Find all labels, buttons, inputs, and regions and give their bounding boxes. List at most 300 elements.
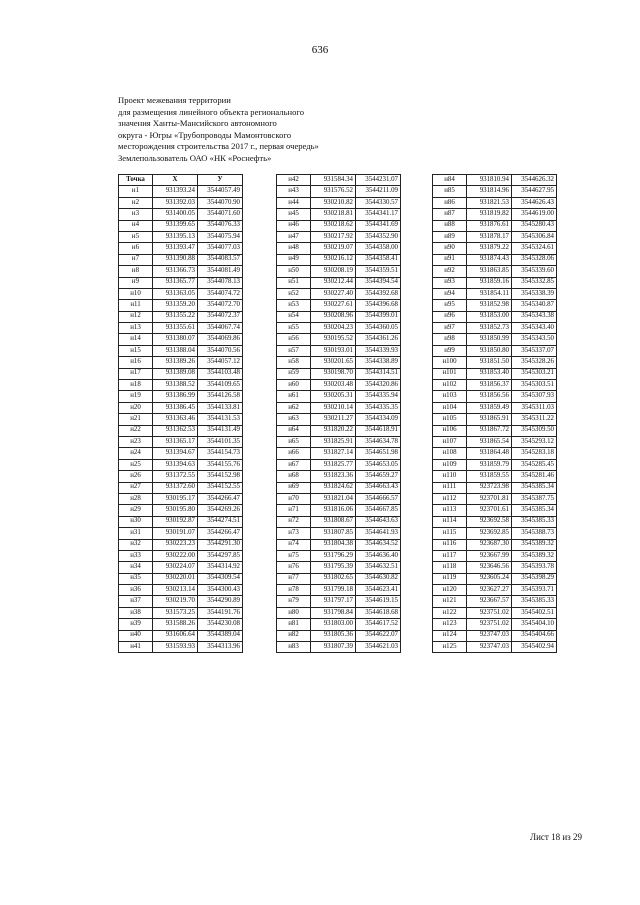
point-cell: н39 [119,619,153,630]
point-cell: н50 [277,266,311,277]
table-row [119,607,243,618]
point-cell: н1 [119,186,153,197]
y-cell: 3544266.47 [198,528,243,539]
y-cell: 3544358.00 [356,243,401,254]
y-cell: 3544290.89 [198,596,243,607]
table-row [119,197,243,208]
x-cell: 931362.53 [153,425,198,436]
table-row [119,345,243,356]
table-row [277,414,401,425]
x-cell: 931365.77 [153,277,198,288]
point-cell: н108 [433,448,467,459]
table-row [433,288,557,299]
x-cell: 930223.23 [153,539,198,550]
point-cell: н31 [119,528,153,539]
y-cell: 3545283.18 [512,448,557,459]
x-cell: 923701.61 [467,505,512,516]
y-cell: 3544361.26 [356,334,401,345]
table-row [433,220,557,231]
y-cell: 3545307.93 [512,391,557,402]
point-cell: н115 [433,528,467,539]
y-cell: 3545398.29 [512,573,557,584]
point-cell: н23 [119,436,153,447]
table-row [433,550,557,561]
x-cell: 930217.92 [311,231,356,242]
point-cell: н91 [433,254,467,265]
y-cell: 3545402.51 [512,607,557,618]
header-line: Землепользователь ОАО «НК «Роснефть» [118,152,272,163]
x-cell: 930227.40 [311,288,356,299]
x-cell: 931372.60 [153,482,198,493]
x-cell: 931380.07 [153,334,198,345]
header-line: округа - Югры «Трубопроводы Мамонтовского [118,129,292,140]
table-row [277,391,401,402]
table-row [119,573,243,584]
point-cell: н120 [433,585,467,596]
table-row [277,425,401,436]
y-cell: 3545309.50 [512,425,557,436]
y-cell: 3544653.05 [356,459,401,470]
table-row [119,357,243,368]
x-cell: 931853.00 [467,311,512,322]
x-cell: 931856.37 [467,380,512,391]
table-row [277,642,401,653]
y-cell: 3544634.78 [356,436,401,447]
header-line: Проект межевания территории [118,95,231,105]
x-cell: 930211.27 [311,414,356,425]
x-cell: 930198.70 [311,368,356,379]
point-cell: н61 [277,391,311,402]
point-cell: н12 [119,311,153,322]
point-cell: н16 [119,357,153,368]
x-cell: 931810.94 [467,175,512,186]
x-cell: 931573.25 [153,607,198,618]
table-row [119,402,243,413]
x-cell: 931392.03 [153,197,198,208]
y-cell: 3544634.52 [356,539,401,550]
point-cell: н92 [433,266,467,277]
table-row [277,630,401,641]
y-cell: 3544394.54 [356,277,401,288]
table-row [433,493,557,504]
point-cell: н4 [119,220,153,231]
table-row [433,266,557,277]
x-cell: 923667.99 [467,550,512,561]
x-cell: 930205.31 [311,391,356,402]
table-row [119,186,243,197]
x-cell: 931865.54 [467,436,512,447]
y-cell: 3544619.15 [356,596,401,607]
y-cell: 3544330.57 [356,197,401,208]
y-cell: 3544274.51 [198,516,243,527]
table-row [433,300,557,311]
x-cell: 931856.56 [467,391,512,402]
x-cell: 930210.82 [311,197,356,208]
x-cell: 931394.63 [153,459,198,470]
x-cell: 931876.61 [467,220,512,231]
x-cell: 930216.12 [311,254,356,265]
table-row [277,550,401,561]
table-row [277,402,401,413]
x-cell: 930224.07 [153,562,198,573]
point-cell: н3 [119,209,153,220]
point-cell: н49 [277,254,311,265]
table-row [433,311,557,322]
table-row [277,459,401,470]
x-cell: 930193.01 [311,345,356,356]
y-cell: 3544338.89 [356,357,401,368]
x-cell: 923627.27 [467,585,512,596]
table-row [433,254,557,265]
point-cell: н7 [119,254,153,265]
table-row [277,334,401,345]
y-cell: 3544074.72 [198,288,243,299]
table-row [119,231,243,242]
table-row [277,619,401,630]
point-cell: н58 [277,357,311,368]
y-cell: 3545389.32 [512,550,557,561]
y-cell: 3545311.03 [512,402,557,413]
x-cell: 930213.14 [153,585,198,596]
coordinates-table-2 [276,174,401,653]
table-row [433,414,557,425]
point-cell: н45 [277,209,311,220]
table-row [119,380,243,391]
point-cell: н110 [433,471,467,482]
y-cell: 3544071.60 [198,209,243,220]
table-row [433,231,557,242]
x-cell: 931795.39 [311,562,356,573]
point-cell: н15 [119,345,153,356]
table-row [277,516,401,527]
x-cell: 923723.98 [467,482,512,493]
y-cell: 3544314.92 [198,562,243,573]
y-cell: 3545324.61 [512,243,557,254]
y-cell: 3545328.06 [512,254,557,265]
y-cell: 3544070.56 [198,345,243,356]
table-row [119,300,243,311]
table-row [433,402,557,413]
y-cell: 3544152.55 [198,482,243,493]
point-cell: н77 [277,573,311,584]
y-cell: 3545343.40 [512,323,557,334]
y-cell: 3544358.41 [356,254,401,265]
point-cell: н83 [277,642,311,653]
table-row [277,175,401,186]
point-cell: н42 [277,175,311,186]
x-cell: 930210.14 [311,402,356,413]
point-cell: н87 [433,209,467,220]
table-row [119,471,243,482]
table-row [277,380,401,391]
point-cell: н74 [277,539,311,550]
y-cell: 3545332.85 [512,277,557,288]
point-cell: н60 [277,380,311,391]
point-cell: н40 [119,630,153,641]
y-cell: 3544231.07 [356,175,401,186]
x-cell: 923692.85 [467,528,512,539]
x-cell: 931820.22 [311,425,356,436]
y-cell: 3544152.98 [198,471,243,482]
table-row [433,323,557,334]
table-row [119,516,243,527]
point-cell: н36 [119,585,153,596]
table-row [119,243,243,254]
table-row [119,277,243,288]
x-cell: 931798.84 [311,607,356,618]
point-cell: н67 [277,459,311,470]
coordinates-table-3 [432,174,557,653]
y-cell: 3544341.69 [356,220,401,231]
point-cell: н2 [119,197,153,208]
table-row [433,368,557,379]
x-cell: 930192.87 [153,516,198,527]
table-row [433,391,557,402]
y-cell: 3544621.03 [356,642,401,653]
x-cell: 931606.64 [153,630,198,641]
point-cell: н71 [277,505,311,516]
table-row [119,254,243,265]
x-cell: 931803.00 [311,619,356,630]
x-cell: 931584.34 [311,175,356,186]
point-cell: н56 [277,334,311,345]
y-cell: 3545328.26 [512,357,557,368]
x-cell: 931388.04 [153,345,198,356]
point-cell: н64 [277,425,311,436]
table-row [433,436,557,447]
x-cell: 931355.22 [153,311,198,322]
point-cell: н30 [119,516,153,527]
column-header-point: Точка [119,175,153,186]
point-cell: н53 [277,300,311,311]
table-row [277,596,401,607]
table-row [433,482,557,493]
x-cell: 931802.65 [311,573,356,584]
point-cell: н95 [433,300,467,311]
table-row [277,505,401,516]
point-cell: н24 [119,448,153,459]
x-cell: 931363.05 [153,288,198,299]
x-cell: 931593.93 [153,642,198,653]
table-row [433,380,557,391]
point-cell: н25 [119,459,153,470]
table-row [433,357,557,368]
point-cell: н90 [433,243,467,254]
point-cell: н106 [433,425,467,436]
table-row [277,357,401,368]
y-cell: 3544659.27 [356,471,401,482]
table-row [433,573,557,584]
y-cell: 3544057.12 [198,357,243,368]
point-cell: н11 [119,300,153,311]
point-cell: н38 [119,607,153,618]
y-cell: 3544133.81 [198,402,243,413]
point-cell: н20 [119,402,153,413]
x-cell: 930227.61 [311,300,356,311]
table-row [433,505,557,516]
x-cell: 930212.44 [311,277,356,288]
point-cell: н86 [433,197,467,208]
x-cell: 931824.62 [311,482,356,493]
table-row [277,607,401,618]
point-cell: н22 [119,425,153,436]
x-cell: 931859.79 [467,459,512,470]
y-cell: 3545339.60 [512,266,557,277]
x-cell: 931823.36 [311,471,356,482]
x-cell: 930201.65 [311,357,356,368]
y-cell: 3545385.33 [512,596,557,607]
table-row [119,493,243,504]
x-cell: 923692.58 [467,516,512,527]
x-cell: 931355.61 [153,323,198,334]
x-cell: 930218.81 [311,209,356,220]
y-cell: 3544155.76 [198,459,243,470]
table-row [119,596,243,607]
y-cell: 3545385.34 [512,482,557,493]
x-cell: 931576.52 [311,186,356,197]
point-cell: н43 [277,186,311,197]
table-row [433,516,557,527]
y-cell: 3545388.73 [512,528,557,539]
point-cell: н124 [433,630,467,641]
y-cell: 3545281.46 [512,471,557,482]
point-cell: н103 [433,391,467,402]
x-cell: 931859.49 [467,402,512,413]
point-cell: н99 [433,345,467,356]
y-cell: 3544069.86 [198,334,243,345]
table-row [277,436,401,447]
y-cell: 3545404.10 [512,619,557,630]
y-cell: 3544341.17 [356,209,401,220]
y-cell: 3544078.13 [198,277,243,288]
point-cell: н105 [433,414,467,425]
table-row [119,550,243,561]
table-row [277,231,401,242]
x-cell: 931389.26 [153,357,198,368]
table-row [277,573,401,584]
x-cell: 923747.03 [467,642,512,653]
y-cell: 3544297.85 [198,550,243,561]
y-cell: 3544636.40 [356,550,401,561]
y-cell: 3544309.54 [198,573,243,584]
point-cell: н65 [277,436,311,447]
x-cell: 931393.47 [153,243,198,254]
point-cell: н8 [119,266,153,277]
y-cell: 3544154.73 [198,448,243,459]
table-row [433,596,557,607]
y-cell: 3544269.26 [198,505,243,516]
point-cell: н121 [433,596,467,607]
x-cell: 931363.46 [153,414,198,425]
y-cell: 3545303.21 [512,368,557,379]
point-cell: н47 [277,231,311,242]
table-row [433,425,557,436]
x-cell: 931807.85 [311,528,356,539]
x-cell: 931850.99 [467,334,512,345]
x-cell: 931393.24 [153,186,198,197]
point-cell: н29 [119,505,153,516]
table-row [119,220,243,231]
table-row [119,562,243,573]
x-cell: 931879.22 [467,243,512,254]
y-cell: 3544057.49 [198,186,243,197]
x-cell: 923667.57 [467,596,512,607]
point-cell: н81 [277,619,311,630]
table-row [433,539,557,550]
y-cell: 3544077.03 [198,243,243,254]
table-row [119,630,243,641]
x-cell: 930195.52 [311,334,356,345]
point-cell: н122 [433,607,467,618]
table-row [119,209,243,220]
x-cell: 931854.11 [467,288,512,299]
x-cell: 930195.80 [153,505,198,516]
table-row [277,493,401,504]
table-row [119,619,243,630]
point-cell: н100 [433,357,467,368]
y-cell: 3544300.43 [198,585,243,596]
table-row [433,585,557,596]
point-cell: н119 [433,573,467,584]
x-cell: 931852.73 [467,323,512,334]
x-cell: 931853.40 [467,368,512,379]
point-cell: н79 [277,596,311,607]
table-row [433,197,557,208]
point-cell: н63 [277,414,311,425]
y-cell: 3545343.50 [512,334,557,345]
point-cell: н69 [277,482,311,493]
y-cell: 3544109.65 [198,380,243,391]
x-cell: 931865.91 [467,414,512,425]
point-cell: н46 [277,220,311,231]
point-cell: н6 [119,243,153,254]
point-cell: н51 [277,277,311,288]
y-cell: 3545338.39 [512,288,557,299]
table-row [433,619,557,630]
table-row [277,288,401,299]
x-cell: 931816.06 [311,505,356,516]
column-header-y: У [198,175,243,186]
x-cell: 930191.07 [153,528,198,539]
table-row [119,528,243,539]
point-cell: н75 [277,550,311,561]
point-cell: н98 [433,334,467,345]
y-cell: 3544335.94 [356,391,401,402]
table-row [433,186,557,197]
x-cell: 931588.26 [153,619,198,630]
x-cell: 931852.98 [467,300,512,311]
point-cell: н85 [433,186,467,197]
table-row [277,311,401,322]
y-cell: 3544075.94 [198,231,243,242]
y-cell: 3544389.04 [198,630,243,641]
table-row [433,334,557,345]
y-cell: 3544399.01 [356,311,401,322]
point-cell: н55 [277,323,311,334]
table-row [433,277,557,288]
y-cell: 3544230.08 [198,619,243,630]
y-cell: 3544081.49 [198,266,243,277]
point-cell: н104 [433,402,467,413]
point-cell: н18 [119,380,153,391]
x-cell: 931874.43 [467,254,512,265]
y-cell: 3545285.45 [512,459,557,470]
y-cell: 3545404.66 [512,630,557,641]
y-cell: 3544623.41 [356,585,401,596]
y-cell: 3544191.76 [198,607,243,618]
x-cell: 923701.81 [467,493,512,504]
point-cell: н62 [277,402,311,413]
